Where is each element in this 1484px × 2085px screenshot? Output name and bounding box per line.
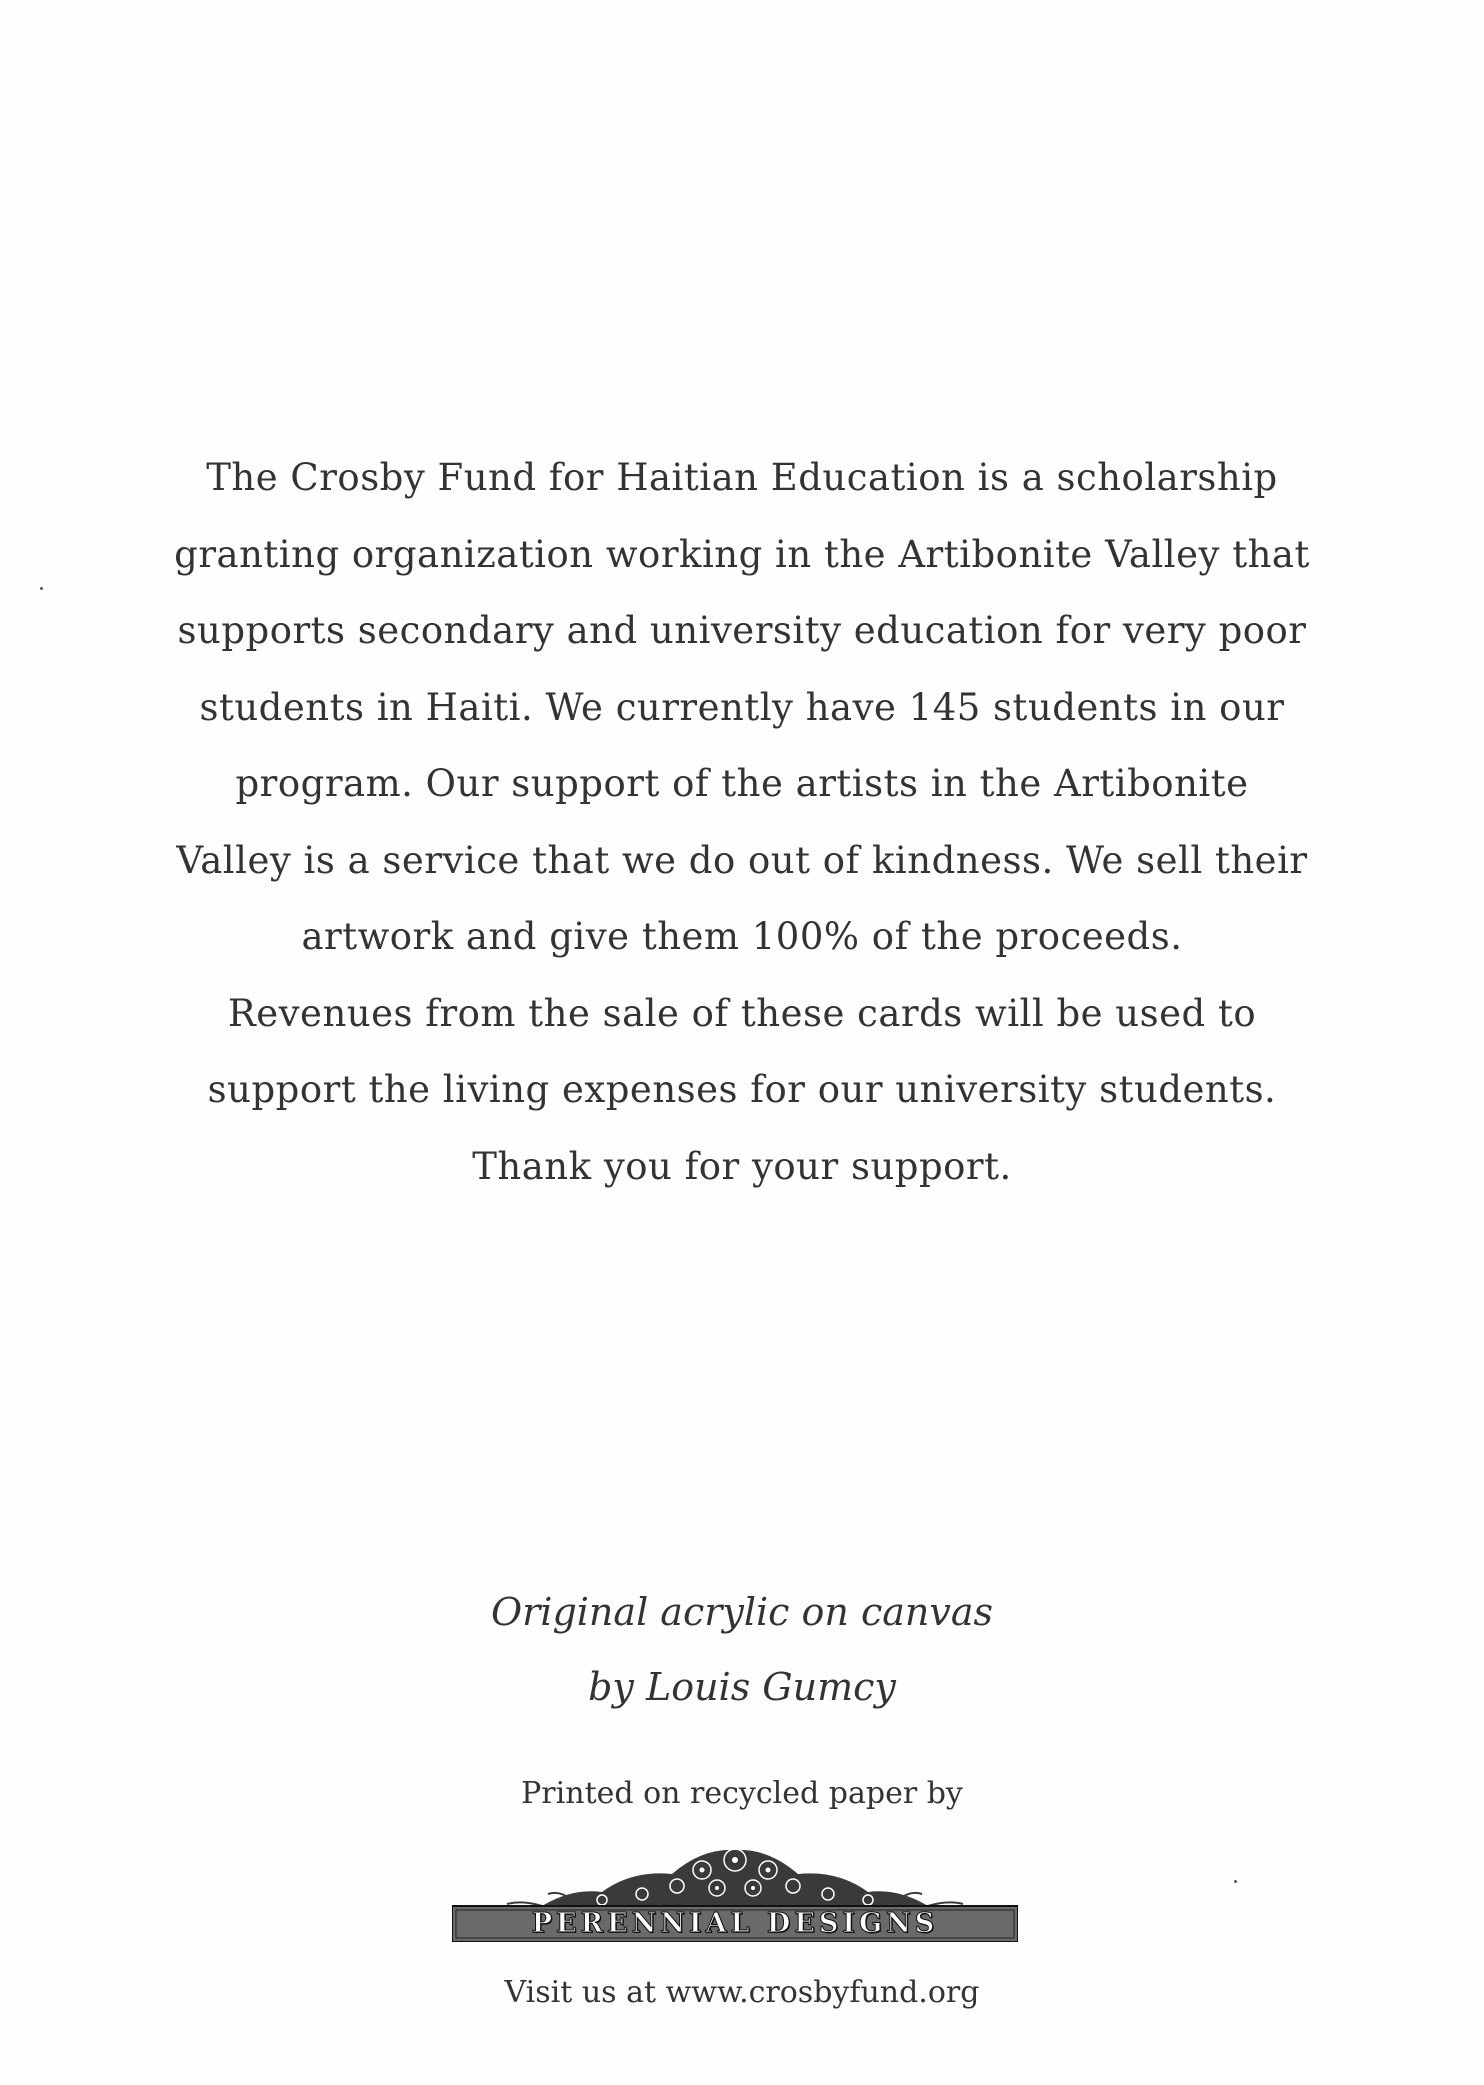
statement-line: students in Haiti. We currently have 145 students in our bbox=[199, 685, 1285, 729]
statement-line: support the living expenses for our university students. bbox=[207, 1068, 1277, 1111]
perennial-designs-logo bbox=[452, 1840, 1018, 1942]
statement-line: The Crosby Fund for Haitian Education is a scholarship bbox=[206, 456, 1278, 499]
printed-note: Printed on recycled paper by bbox=[521, 1776, 963, 1811]
statement-line: Thank you for your support. bbox=[472, 1144, 1012, 1188]
speck bbox=[1234, 1880, 1237, 1883]
artwork-medium: Original acrylic on canvas bbox=[490, 1590, 993, 1634]
statement-line: program. Our support of the artists in the Artibonite bbox=[235, 762, 1249, 805]
website-note: Visit us at www.crosbyfund.org bbox=[504, 1975, 980, 2010]
statement-line: artwork and give them 100% of the proceeds. bbox=[301, 915, 1183, 958]
logo-text: PERENNIAL DESIGNS bbox=[531, 1908, 939, 1939]
artist-credit: by Louis Gumcy bbox=[588, 1665, 896, 1709]
statement-line: Revenues from the sale of these cards will be used to bbox=[227, 991, 1257, 1035]
mission-statement bbox=[100, 440, 1384, 1205]
statement-line: supports secondary and university education for very poor bbox=[177, 609, 1307, 652]
statement-line: granting organization working in the Artibonite Valley that bbox=[174, 532, 1310, 576]
speck bbox=[40, 587, 43, 590]
statement-line: Valley is a service that we do out of kindness. We sell their bbox=[176, 838, 1308, 882]
